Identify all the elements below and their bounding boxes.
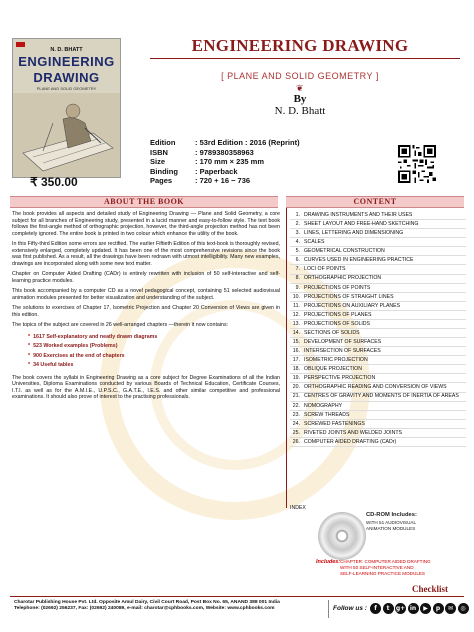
chapter-item bbox=[290, 265, 466, 274]
chapter-item bbox=[290, 383, 466, 392]
by-label: By bbox=[293, 93, 307, 105]
cd-description bbox=[366, 520, 416, 532]
detail-value: : 53rd Edition : 2016 (Reprint) bbox=[195, 138, 300, 147]
chapter-number: 15. bbox=[292, 338, 300, 345]
chapter-item bbox=[290, 365, 466, 374]
chapter-number: 2. bbox=[295, 220, 300, 227]
chapter-number: 21. bbox=[292, 393, 300, 400]
publisher-address bbox=[14, 600, 324, 613]
chapter-title: DEVELOPMENT OF SURFACES bbox=[304, 338, 382, 345]
chapter-number: 26. bbox=[292, 438, 300, 445]
chapter-number: 7. bbox=[295, 266, 300, 273]
chapter-title: ISOMETRIC PROJECTION bbox=[304, 357, 368, 364]
chapter-item bbox=[290, 374, 466, 383]
detail-row bbox=[150, 176, 300, 186]
chapter-title: ORTHOGRAPHIC READING AND CONVERSION OF VIEWS bbox=[304, 384, 447, 391]
chapter-number: 16. bbox=[292, 348, 300, 355]
chapter-title: SECTIONS OF SOLIDS bbox=[304, 329, 360, 336]
chapter-item bbox=[290, 247, 466, 256]
chapter-title: CENTRES OF GRAVITY AND MOMENTS OF INERTIA OF AREAS bbox=[304, 393, 459, 400]
ornament-icon: ❦ bbox=[296, 84, 304, 94]
author-name: N. D. Bhatt bbox=[274, 105, 326, 117]
chapter-title: INTERSECTION OF SURFACES bbox=[304, 348, 381, 355]
chapter-item bbox=[290, 284, 466, 293]
price: ₹ 350.00 bbox=[30, 175, 78, 189]
instagram-icon[interactable]: ◎ bbox=[458, 603, 469, 614]
chapter-number: 12. bbox=[292, 311, 300, 318]
pinterest-icon[interactable]: p bbox=[433, 603, 444, 614]
detail-value: : 170 mm × 235 mm bbox=[195, 157, 264, 166]
chapter-title: DRAWING INSTRUMENTS AND THEIR USES bbox=[304, 211, 413, 218]
includes-label: Includes: bbox=[316, 559, 341, 565]
chapter-title: LINES, LETTERING AND DIMENSIONING bbox=[304, 230, 404, 237]
chapter-title: PROJECTIONS OF PLANES bbox=[304, 311, 372, 318]
about-paragraph: Chapter on Computer Aided Drafting (CADr) is entirely rewritten with inclusion of 50 self-interactive and self-learning practice modules. bbox=[12, 271, 280, 284]
chapter-number: 14. bbox=[292, 329, 300, 336]
chapter-title: SCALES bbox=[304, 239, 325, 246]
chapter-number: 22. bbox=[292, 402, 300, 409]
cd-label: CD-ROM Includes: bbox=[366, 512, 417, 518]
chapter-item bbox=[290, 211, 466, 220]
chapter-item bbox=[290, 311, 466, 320]
chapter-title: GEOMETRICAL CONSTRUCTION bbox=[304, 248, 385, 255]
includes-line: CHAPTER: COMPUTER AIDED DRAFTING bbox=[340, 559, 431, 564]
contact-line: Telephone: (02692) 256237, Fax: (02692) 240089, e-mail: charotar@cphbooks.com, Website: www.cphbooks.com bbox=[14, 606, 275, 612]
about-heading: ABOUT THE BOOK bbox=[10, 196, 278, 208]
chapter-number: 10. bbox=[292, 293, 300, 300]
detail-key: ISBN bbox=[150, 147, 168, 157]
cd-line: WITH 51 AUDIOVISUAL bbox=[366, 520, 417, 525]
about-paragraph: The book provides all aspects and detailed study of Engineering Drawing — Plane and Solid Geometry, a core subject for all branches of Engineering study, presented in a lucid manner and easy-to-follow style. The text book follows the first-angle method of orthographic projection, however, the third-angle projection method has not been completely ignored. The entire book is printed in two colour which enhance the utility of the book. bbox=[12, 211, 280, 237]
cover-illustration bbox=[13, 93, 120, 177]
chapter-item bbox=[290, 356, 466, 365]
includes-line: SELF-LEARNING PRACTICE MODULES bbox=[340, 571, 426, 576]
chapter-number: 19. bbox=[292, 375, 300, 382]
cover-title-line2: DRAWING bbox=[33, 70, 100, 85]
detail-value: : 720 + 16 − 736 bbox=[195, 176, 251, 185]
includes-description bbox=[340, 559, 431, 577]
cover-title-line1: ENGINEERING bbox=[18, 54, 115, 69]
star-icon: * bbox=[28, 333, 31, 340]
cover-subtitle: PLANE AND SOLID GEOMETRY bbox=[36, 86, 97, 91]
chapter-number: 23. bbox=[292, 411, 300, 418]
chapter-item bbox=[290, 420, 466, 429]
detail-key: Binding bbox=[150, 166, 178, 176]
chapter-item bbox=[290, 238, 466, 247]
chapter-title: PROJECTIONS OF SOLIDS bbox=[304, 320, 371, 327]
star-icon: * bbox=[28, 352, 31, 359]
chapter-item bbox=[290, 438, 466, 447]
follow-us-label: Follow us : bbox=[333, 605, 367, 612]
title-divider bbox=[150, 58, 460, 59]
chapter-number: 24. bbox=[292, 420, 300, 427]
chapter-title: OBLIQUE PROJECTION bbox=[304, 366, 362, 373]
cd-rom-icon bbox=[318, 512, 366, 560]
chapter-item bbox=[290, 275, 466, 284]
address-line: Charotar Publishing House Pvt. Ltd. Opposite Amul Dairy, Civil Court Road, Post Box No. 65, ANAND 388 001 India bbox=[14, 600, 280, 605]
chapter-title: NOMOGRAPHY bbox=[304, 402, 343, 409]
email-icon[interactable]: ✉ bbox=[445, 603, 456, 614]
about-closing: The book covers the syllabi in Engineering Drawing as a core subject for Degree Examinations of all the Indian Universities, Diploma Examinations conducted by various Boards of Technical Education, Certificate Courses, I.T.I. as well as for the A.M.I.E., U.P.S.C., G.A.T.E., I.E.S. and other similar competitive and professional examinations. It should also prove of interest to the practising professionals. bbox=[12, 374, 280, 400]
detail-row bbox=[150, 157, 300, 167]
youtube-icon[interactable]: ▶ bbox=[420, 603, 431, 614]
book-subtitle: [ PLANE AND SOLID GEOMETRY ] bbox=[221, 71, 379, 81]
highlight-item bbox=[28, 333, 280, 343]
detail-value: : Paperback bbox=[195, 166, 238, 176]
star-icon: * bbox=[28, 343, 31, 349]
content-divider bbox=[286, 208, 287, 508]
book-title: ENGINEERING DRAWING bbox=[191, 36, 409, 55]
detail-key: Edition bbox=[150, 138, 176, 147]
highlight-text: 1617 Self-explanatory and neatly drawn diagrams bbox=[33, 333, 158, 340]
chapter-item bbox=[290, 393, 466, 402]
detail-row bbox=[150, 148, 300, 158]
star-icon: * bbox=[28, 362, 31, 368]
chapter-title: RIVETED JOINTS AND WELDED JOINTS bbox=[304, 429, 402, 436]
chapter-title: SCREW THREADS bbox=[304, 411, 350, 418]
chapter-title: PERSPECTIVE PROJECTION bbox=[304, 375, 376, 382]
chapter-number: 3. bbox=[295, 230, 300, 237]
chapter-number: 20. bbox=[292, 384, 300, 391]
about-paragraph: The topics of the subject are covered in 26 well-arranged chapters —therein it now contains: bbox=[12, 322, 229, 328]
chapter-item bbox=[290, 338, 466, 347]
chapter-item bbox=[290, 220, 466, 229]
chapter-item bbox=[290, 229, 466, 238]
index-label: INDEX bbox=[290, 505, 306, 511]
chapter-title: LOCI OF POINTS bbox=[304, 266, 346, 273]
highlight-item bbox=[28, 342, 280, 352]
chapter-number: 9. bbox=[295, 284, 300, 291]
highlight-item bbox=[28, 352, 280, 362]
chapter-title: CURVES USED IN ENGINEERING PRACTICE bbox=[304, 257, 414, 264]
content-heading: CONTENT bbox=[286, 196, 464, 208]
chapter-number: 5. bbox=[295, 248, 300, 255]
highlight-text: 900 Exercises at the end of chapters bbox=[33, 352, 125, 359]
chapter-item bbox=[290, 402, 466, 411]
highlight-item bbox=[28, 361, 280, 371]
chapter-title: ORTHOGRAPHIC PROJECTION bbox=[304, 275, 382, 282]
chapter-title: PROJECTIONS OF STRAIGHT LINES bbox=[304, 293, 394, 300]
chapter-number: 4. bbox=[295, 239, 300, 246]
cover-author: N. D. BHATT bbox=[50, 47, 83, 53]
highlight-text: 523 Worked examples (Problems) bbox=[33, 343, 118, 349]
chapter-number: 1. bbox=[295, 211, 300, 218]
detail-key: Pages bbox=[150, 176, 173, 185]
chapter-number: 17. bbox=[292, 357, 300, 364]
twitter-icon[interactable]: t bbox=[383, 603, 394, 614]
chapter-list bbox=[290, 211, 466, 447]
highlights-list bbox=[28, 333, 280, 371]
chapter-item bbox=[290, 329, 466, 338]
footer-separator bbox=[328, 600, 329, 618]
chapter-title: SHEET LAYOUT AND FREE-HAND SKETCHING bbox=[304, 220, 419, 227]
chapter-title: PROJECTIONS ON AUXILIARY PLANES bbox=[304, 302, 401, 309]
chapter-number: 8. bbox=[295, 275, 300, 282]
book-details bbox=[150, 138, 300, 186]
about-paragraph: This book accompanied by a computer CD as a novel pedagogical concept, containing 51 selected audiovisual animation modules presented for better visualization and understanding of the subject. bbox=[12, 288, 280, 301]
checklist-link[interactable]: Checklist bbox=[412, 584, 448, 594]
facebook-icon[interactable]: f bbox=[370, 603, 381, 614]
chapter-number: 11. bbox=[293, 302, 300, 309]
chapter-title: COMPUTER AIDED DRAFTING (CADr) bbox=[304, 438, 397, 445]
footer-divider bbox=[10, 596, 464, 597]
chapter-item bbox=[290, 320, 466, 329]
chapter-item bbox=[290, 256, 466, 265]
includes-line: WITH 50 SELF-INTERACTIVE AND bbox=[340, 565, 414, 570]
chapter-title: PROJECTIONS OF POINTS bbox=[304, 284, 371, 291]
detail-row bbox=[150, 167, 300, 177]
linkedin-icon[interactable]: in bbox=[408, 603, 419, 614]
chapter-number: 25. bbox=[292, 429, 300, 436]
chapter-number: 13. bbox=[292, 320, 300, 327]
about-paragraph: The solutions to exercises of Chapter 17, Isometric Projection and Chapter 20 Conversion of Views are given in this edition. bbox=[12, 305, 280, 318]
detail-key: Size bbox=[150, 157, 166, 166]
chapter-item bbox=[290, 302, 466, 311]
about-paragraph: In this Fifty-third Edition some errors are rectified. The earlier Fiftieth Edition of this text-book is thoroughly revised, extensively enlarged, completely updated. It has been one of the most comprehensive revisions since the book was first published. As a result, all the drawings have been redrawn with utmost intelligibility. Many new examples, drawings are incorporated along with some new text matter. bbox=[12, 241, 280, 267]
cd-line: ANIMATION MODULES bbox=[366, 526, 416, 531]
chapter-item bbox=[290, 347, 466, 356]
google-plus-icon[interactable]: g+ bbox=[395, 605, 406, 612]
chapter-item bbox=[290, 293, 466, 302]
chapter-item bbox=[290, 411, 466, 420]
about-section bbox=[12, 211, 280, 405]
chapter-title: SCREWED FASTENINGS bbox=[304, 420, 365, 427]
chapter-number: 18. bbox=[292, 366, 300, 373]
highlight-text: 34 Useful tables bbox=[33, 362, 74, 368]
chapter-item bbox=[290, 429, 466, 438]
qr-code-icon[interactable] bbox=[398, 145, 436, 183]
book-cover-image bbox=[12, 38, 121, 178]
chapter-number: 6. bbox=[295, 257, 300, 264]
detail-row bbox=[150, 138, 300, 148]
detail-value: : 9789380358963 bbox=[195, 147, 254, 157]
